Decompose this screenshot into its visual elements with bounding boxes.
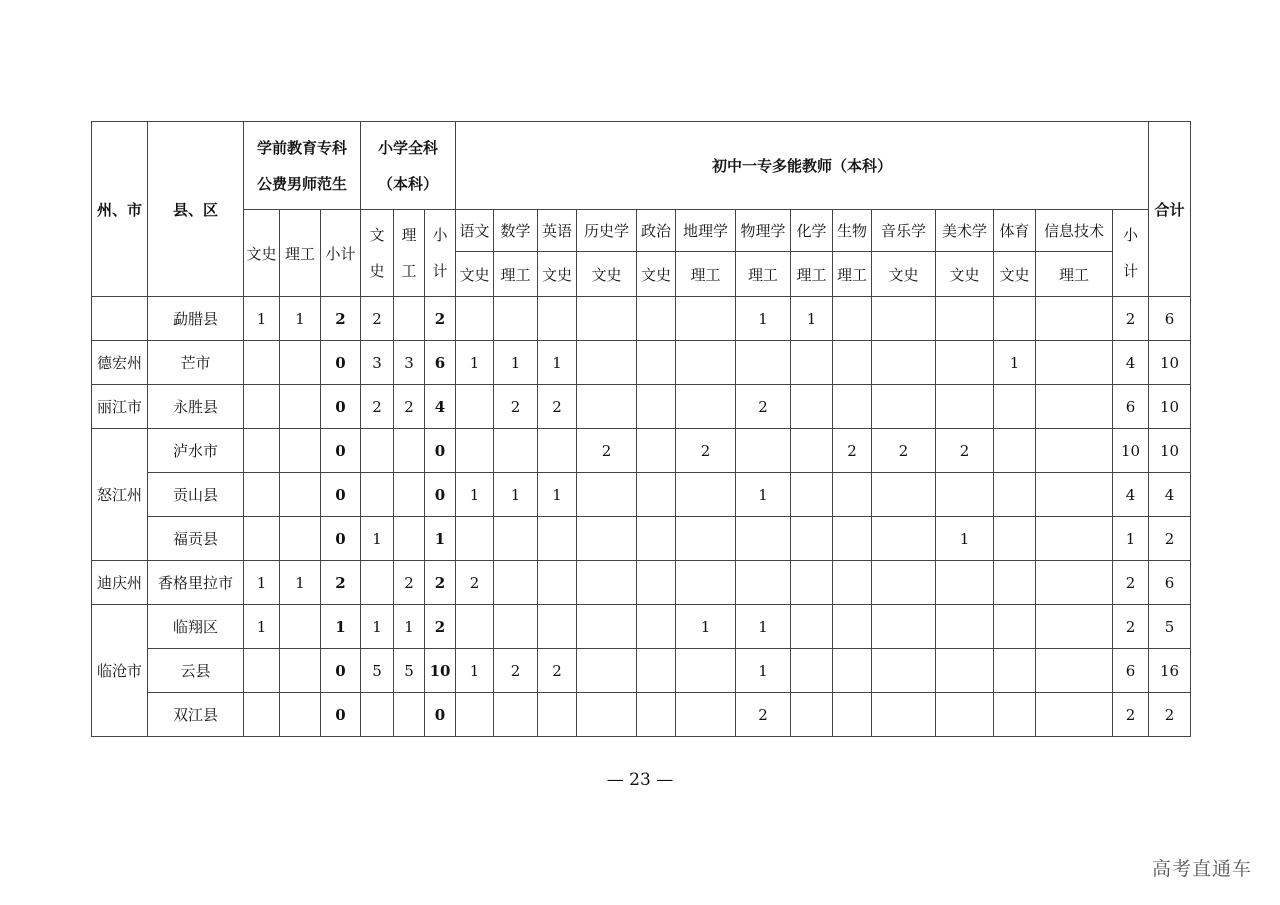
value-cell — [676, 297, 736, 341]
junior-subject-header: 信息技术 — [1036, 210, 1113, 252]
value-cell — [494, 561, 538, 605]
value-cell — [994, 473, 1036, 517]
value-cell — [676, 561, 736, 605]
value-cell: 1 — [280, 561, 321, 605]
value-cell — [676, 517, 736, 561]
junior-track-header: 文史 — [456, 252, 494, 297]
value-cell — [394, 517, 425, 561]
value-cell — [872, 385, 936, 429]
table-row — [92, 429, 1191, 473]
value-cell — [833, 693, 872, 737]
value-cell — [1036, 385, 1113, 429]
value-cell: 1 — [936, 517, 994, 561]
value-cell: 5 — [361, 649, 394, 693]
value-cell — [280, 473, 321, 517]
preschool-header — [244, 122, 361, 210]
value-cell — [994, 561, 1036, 605]
value-cell: 5 — [1149, 605, 1191, 649]
junior-subject-header: 地理学 — [676, 210, 736, 252]
value-cell — [791, 517, 833, 561]
prefecture-header: 州、市 — [92, 122, 148, 297]
prefecture-cell: 德宏州 — [92, 341, 148, 385]
value-cell — [936, 473, 994, 517]
value-cell: 1 — [456, 341, 494, 385]
junior-subject-header: 历史学 — [577, 210, 637, 252]
primary-col-header — [425, 210, 456, 297]
value-cell: 0 — [425, 473, 456, 517]
value-cell — [833, 473, 872, 517]
value-cell — [833, 605, 872, 649]
junior-track-header: 文史 — [637, 252, 676, 297]
value-cell — [538, 297, 577, 341]
value-cell — [872, 341, 936, 385]
junior-track-header: 理工 — [676, 252, 736, 297]
value-cell — [494, 693, 538, 737]
value-cell — [577, 385, 637, 429]
prefecture-cell: 临沧市 — [92, 605, 148, 737]
value-cell — [936, 561, 994, 605]
junior-subject-header: 英语 — [538, 210, 577, 252]
total-header: 合计 — [1149, 122, 1191, 297]
primary-col-char: 工 — [401, 262, 417, 280]
value-cell — [791, 429, 833, 473]
table-row — [92, 341, 1191, 385]
junior-track-header: 文史 — [872, 252, 936, 297]
value-cell — [456, 517, 494, 561]
value-cell — [736, 517, 791, 561]
value-cell — [244, 693, 280, 737]
value-cell — [394, 429, 425, 473]
primary-col-header — [361, 210, 394, 297]
value-cell: 1 — [394, 605, 425, 649]
value-cell — [872, 605, 936, 649]
value-cell — [637, 473, 676, 517]
value-cell — [872, 473, 936, 517]
value-cell: 6 — [1113, 385, 1149, 429]
value-cell: 4 — [425, 385, 456, 429]
value-cell — [637, 517, 676, 561]
value-cell — [791, 693, 833, 737]
value-cell: 6 — [1149, 297, 1191, 341]
value-cell: 10 — [1149, 385, 1191, 429]
value-cell: 1 — [494, 473, 538, 517]
value-cell — [936, 385, 994, 429]
value-cell: 1 — [676, 605, 736, 649]
value-cell: 1 — [736, 649, 791, 693]
junior-track-header: 文史 — [577, 252, 637, 297]
junior-track-header: 理工 — [1036, 252, 1113, 297]
value-cell: 1 — [361, 517, 394, 561]
value-cell — [1036, 561, 1113, 605]
county-cell: 勐腊县 — [148, 297, 244, 341]
value-cell: 0 — [321, 473, 361, 517]
value-cell: 0 — [425, 429, 456, 473]
value-cell: 1 — [538, 341, 577, 385]
county-cell: 泸水市 — [148, 429, 244, 473]
value-cell — [456, 429, 494, 473]
value-cell — [394, 693, 425, 737]
value-cell — [244, 649, 280, 693]
value-cell: 10 — [1149, 341, 1191, 385]
value-cell — [1036, 297, 1113, 341]
value-cell: 1 — [361, 605, 394, 649]
value-cell: 2 — [736, 385, 791, 429]
value-cell — [538, 429, 577, 473]
value-cell — [244, 473, 280, 517]
table-row — [92, 517, 1191, 561]
value-cell — [833, 341, 872, 385]
value-cell — [637, 561, 676, 605]
value-cell: 0 — [425, 693, 456, 737]
value-cell: 1 — [736, 297, 791, 341]
county-cell: 贡山县 — [148, 473, 244, 517]
primary-title-line1: 小学全科 — [377, 138, 438, 157]
value-cell — [791, 605, 833, 649]
value-cell: 2 — [425, 605, 456, 649]
value-cell — [280, 385, 321, 429]
county-cell: 永胜县 — [148, 385, 244, 429]
value-cell: 2 — [361, 297, 394, 341]
value-cell: 3 — [361, 341, 394, 385]
value-cell: 2 — [494, 649, 538, 693]
junior-track-header: 文史 — [538, 252, 577, 297]
value-cell — [1036, 605, 1113, 649]
value-cell — [456, 693, 494, 737]
value-cell: 0 — [321, 341, 361, 385]
value-cell: 1 — [1113, 517, 1149, 561]
value-cell — [577, 473, 637, 517]
value-cell: 1 — [791, 297, 833, 341]
junior-subject-header: 美术学 — [936, 210, 994, 252]
value-cell: 0 — [321, 429, 361, 473]
value-cell — [361, 561, 394, 605]
primary-title-line2: （本科） — [377, 174, 438, 193]
value-cell: 1 — [538, 473, 577, 517]
preschool-col-header: 小计 — [321, 210, 361, 297]
junior-subject-header: 数学 — [494, 210, 538, 252]
primary-col-char: 史 — [369, 262, 385, 280]
junior-subtotal-header — [1113, 210, 1149, 297]
value-cell — [833, 385, 872, 429]
value-cell — [791, 473, 833, 517]
value-cell — [494, 517, 538, 561]
value-cell — [872, 561, 936, 605]
value-cell: 2 — [425, 561, 456, 605]
value-cell — [577, 297, 637, 341]
value-cell — [936, 341, 994, 385]
value-cell — [833, 297, 872, 341]
prefecture-cell: 丽江市 — [92, 385, 148, 429]
value-cell: 2 — [1113, 693, 1149, 737]
value-cell — [936, 649, 994, 693]
value-cell — [577, 517, 637, 561]
value-cell — [577, 649, 637, 693]
value-cell — [676, 649, 736, 693]
value-cell — [791, 561, 833, 605]
value-cell — [994, 605, 1036, 649]
value-cell: 4 — [1113, 341, 1149, 385]
value-cell — [872, 693, 936, 737]
value-cell — [494, 605, 538, 649]
page-number: — 23 — — [606, 770, 674, 790]
value-cell — [494, 429, 538, 473]
value-cell — [676, 473, 736, 517]
value-cell — [456, 297, 494, 341]
value-cell: 1 — [244, 297, 280, 341]
value-cell: 1 — [244, 561, 280, 605]
county-header: 县、区 — [148, 122, 244, 297]
value-cell: 6 — [1113, 649, 1149, 693]
value-cell: 4 — [1113, 473, 1149, 517]
value-cell: 1 — [456, 649, 494, 693]
value-cell — [456, 385, 494, 429]
value-cell — [994, 649, 1036, 693]
value-cell: 1 — [280, 297, 321, 341]
value-cell: 0 — [321, 649, 361, 693]
value-cell — [244, 385, 280, 429]
value-cell: 2 — [1113, 605, 1149, 649]
junior-track-header: 理工 — [736, 252, 791, 297]
value-cell — [994, 297, 1036, 341]
value-cell: 2 — [833, 429, 872, 473]
value-cell — [456, 605, 494, 649]
value-cell — [538, 605, 577, 649]
value-cell: 1 — [736, 605, 791, 649]
junior-subtotal-char: 小 — [1122, 226, 1138, 244]
table-row — [92, 473, 1191, 517]
quota-table — [91, 121, 1191, 737]
value-cell — [577, 341, 637, 385]
county-cell: 福贡县 — [148, 517, 244, 561]
value-cell — [1036, 429, 1113, 473]
value-cell — [538, 693, 577, 737]
value-cell — [577, 605, 637, 649]
value-cell: 16 — [1149, 649, 1191, 693]
value-cell: 2 — [1149, 693, 1191, 737]
value-cell — [833, 561, 872, 605]
value-cell: 6 — [1149, 561, 1191, 605]
value-cell — [676, 341, 736, 385]
value-cell — [637, 341, 676, 385]
value-cell — [791, 341, 833, 385]
value-cell — [936, 693, 994, 737]
junior-subject-header: 政治 — [637, 210, 676, 252]
value-cell: 2 — [321, 561, 361, 605]
value-cell — [244, 429, 280, 473]
county-cell: 双江县 — [148, 693, 244, 737]
value-cell: 2 — [538, 385, 577, 429]
value-cell: 2 — [394, 561, 425, 605]
value-cell — [637, 297, 676, 341]
county-cell: 云县 — [148, 649, 244, 693]
value-cell — [994, 517, 1036, 561]
junior-subject-header: 语文 — [456, 210, 494, 252]
value-cell — [833, 649, 872, 693]
value-cell: 2 — [321, 297, 361, 341]
table-row — [92, 297, 1191, 341]
value-cell — [676, 693, 736, 737]
value-cell: 1 — [244, 605, 280, 649]
value-cell — [244, 517, 280, 561]
value-cell — [1036, 517, 1113, 561]
primary-col-char: 文 — [369, 226, 385, 244]
value-cell — [280, 341, 321, 385]
primary-col-header — [394, 210, 425, 297]
value-cell — [361, 693, 394, 737]
value-cell: 2 — [394, 385, 425, 429]
table-row — [92, 649, 1191, 693]
value-cell — [637, 649, 676, 693]
county-cell: 临翔区 — [148, 605, 244, 649]
value-cell: 2 — [538, 649, 577, 693]
value-cell — [872, 297, 936, 341]
prefecture-cell: 迪庆州 — [92, 561, 148, 605]
value-cell: 1 — [994, 341, 1036, 385]
value-cell: 10 — [425, 649, 456, 693]
value-cell: 1 — [321, 605, 361, 649]
value-cell: 2 — [676, 429, 736, 473]
value-cell — [577, 561, 637, 605]
value-cell — [994, 693, 1036, 737]
value-cell — [676, 385, 736, 429]
junior-subject-header: 化学 — [791, 210, 833, 252]
primary-header — [361, 122, 456, 210]
value-cell: 2 — [936, 429, 994, 473]
value-cell: 2 — [872, 429, 936, 473]
prefecture-cell — [92, 297, 148, 341]
value-cell: 4 — [1149, 473, 1191, 517]
value-cell — [538, 517, 577, 561]
value-cell — [538, 561, 577, 605]
value-cell — [736, 429, 791, 473]
value-cell — [736, 561, 791, 605]
value-cell — [280, 429, 321, 473]
value-cell: 10 — [1149, 429, 1191, 473]
value-cell — [791, 385, 833, 429]
junior-track-header: 文史 — [936, 252, 994, 297]
value-cell: 0 — [321, 385, 361, 429]
value-cell: 0 — [321, 693, 361, 737]
value-cell — [936, 605, 994, 649]
value-cell: 1 — [736, 473, 791, 517]
value-cell: 2 — [577, 429, 637, 473]
junior-header: 初中一专多能教师（本科） — [456, 122, 1149, 210]
preschool-title-line1: 学前教育专科 — [256, 138, 347, 157]
value-cell — [637, 605, 676, 649]
value-cell: 2 — [736, 693, 791, 737]
table-row — [92, 605, 1191, 649]
value-cell — [1036, 693, 1113, 737]
value-cell — [394, 297, 425, 341]
primary-col-char: 计 — [432, 262, 448, 280]
value-cell: 2 — [1149, 517, 1191, 561]
prefecture-cell: 怒江州 — [92, 429, 148, 561]
value-cell — [1036, 341, 1113, 385]
value-cell: 2 — [425, 297, 456, 341]
value-cell — [833, 517, 872, 561]
junior-subject-header: 生物 — [833, 210, 872, 252]
preschool-title-line2: 公费男师范生 — [256, 174, 347, 193]
junior-track-header: 理工 — [494, 252, 538, 297]
preschool-col-header: 文史 — [244, 210, 280, 297]
value-cell: 0 — [321, 517, 361, 561]
value-cell — [280, 649, 321, 693]
value-cell — [736, 341, 791, 385]
junior-track-header: 文史 — [994, 252, 1036, 297]
value-cell: 2 — [1113, 297, 1149, 341]
value-cell — [394, 473, 425, 517]
table-row — [92, 693, 1191, 737]
value-cell: 1 — [456, 473, 494, 517]
value-cell: 5 — [394, 649, 425, 693]
junior-subject-header: 体育 — [994, 210, 1036, 252]
value-cell — [994, 385, 1036, 429]
value-cell — [791, 649, 833, 693]
table-row — [92, 561, 1191, 605]
value-cell — [280, 517, 321, 561]
junior-track-header: 理工 — [791, 252, 833, 297]
junior-subject-header: 物理学 — [736, 210, 791, 252]
value-cell — [1036, 473, 1113, 517]
value-cell: 1 — [494, 341, 538, 385]
value-cell: 10 — [1113, 429, 1149, 473]
junior-track-header: 理工 — [833, 252, 872, 297]
value-cell — [280, 693, 321, 737]
primary-col-char: 理 — [401, 226, 417, 244]
value-cell — [494, 297, 538, 341]
value-cell — [361, 429, 394, 473]
preschool-col-header: 理工 — [280, 210, 321, 297]
primary-col-char: 小 — [432, 226, 448, 244]
value-cell — [872, 517, 936, 561]
value-cell — [637, 385, 676, 429]
watermark: 高考直通车 — [1151, 858, 1252, 880]
county-cell: 香格里拉市 — [148, 561, 244, 605]
value-cell — [936, 297, 994, 341]
junior-subject-header: 音乐学 — [872, 210, 936, 252]
value-cell: 2 — [494, 385, 538, 429]
value-cell — [1036, 649, 1113, 693]
value-cell: 2 — [1113, 561, 1149, 605]
value-cell — [280, 605, 321, 649]
value-cell: 1 — [425, 517, 456, 561]
value-cell — [637, 429, 676, 473]
value-cell: 3 — [394, 341, 425, 385]
value-cell — [872, 649, 936, 693]
value-cell — [994, 429, 1036, 473]
value-cell — [244, 341, 280, 385]
value-cell: 2 — [456, 561, 494, 605]
value-cell — [637, 693, 676, 737]
value-cell: 6 — [425, 341, 456, 385]
table-row — [92, 385, 1191, 429]
junior-subtotal-char: 计 — [1122, 262, 1138, 280]
value-cell — [577, 693, 637, 737]
value-cell — [361, 473, 394, 517]
county-cell: 芒市 — [148, 341, 244, 385]
value-cell: 2 — [361, 385, 394, 429]
